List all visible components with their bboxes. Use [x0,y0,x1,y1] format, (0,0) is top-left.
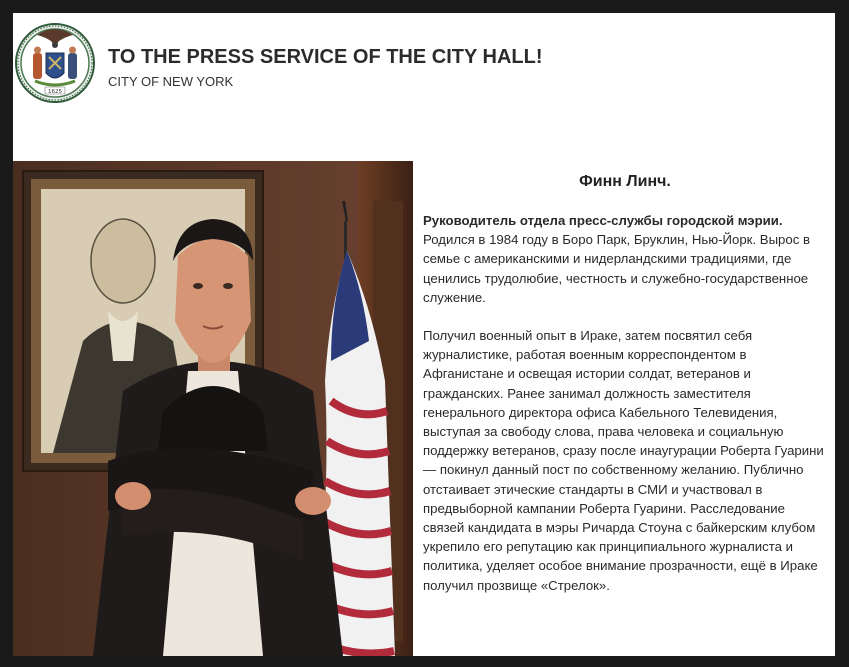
portrait-photo [13,161,413,656]
person-name: Финн Линч. [579,173,671,190]
seal-year: 1625 [48,89,62,95]
header [13,13,835,161]
city-seal-icon [15,17,95,109]
page-subtitle: CITY OF NEW YORK [108,74,234,89]
page-title: TO THE PRESS SERVICE OF THE CITY HALL! [108,46,543,68]
biography [423,211,827,595]
press-page [13,13,835,656]
bio-paragraph-2: Получил военный опыт в Ираке, затем посвятил себя журналистике, работая военным корреспондентом в Афганистане и освещая истории солдат, ветеранов и гражданских. Ранее занимал должность заместителя генерального директора офиса Кабельного Телевидения, выступая за свободу слова, права человека и социальную поддержку ветеранов, сразу после инаугурации Роберта Гуарини — покинул данный пост по собственному желанию. Публично отстаивает этические стандарты в СМИ и участвовал в предвыборной кампании Роберта Гуарини. Расследование связей кандидата в мэры Ричарда Стоуна с байкерским клубом укрепило его репутацию как принципиального журналиста и политика, уделяет особое внимание прозрачности, ещё в Ираке получил прозвище «Стрелок». [423,328,824,593]
bio-paragraph-1: Родился в 1984 году в Боро Парк, Бруклин, Нью-Йорк. Вырос в семье с американскими и нидерландскими традициями, где ценились трудолюбие, честность и служебно-государственное служение. [423,232,810,305]
person-role: Руководитель отдела пресс-службы городской мэрии. [423,213,783,228]
profile-section [423,173,827,614]
